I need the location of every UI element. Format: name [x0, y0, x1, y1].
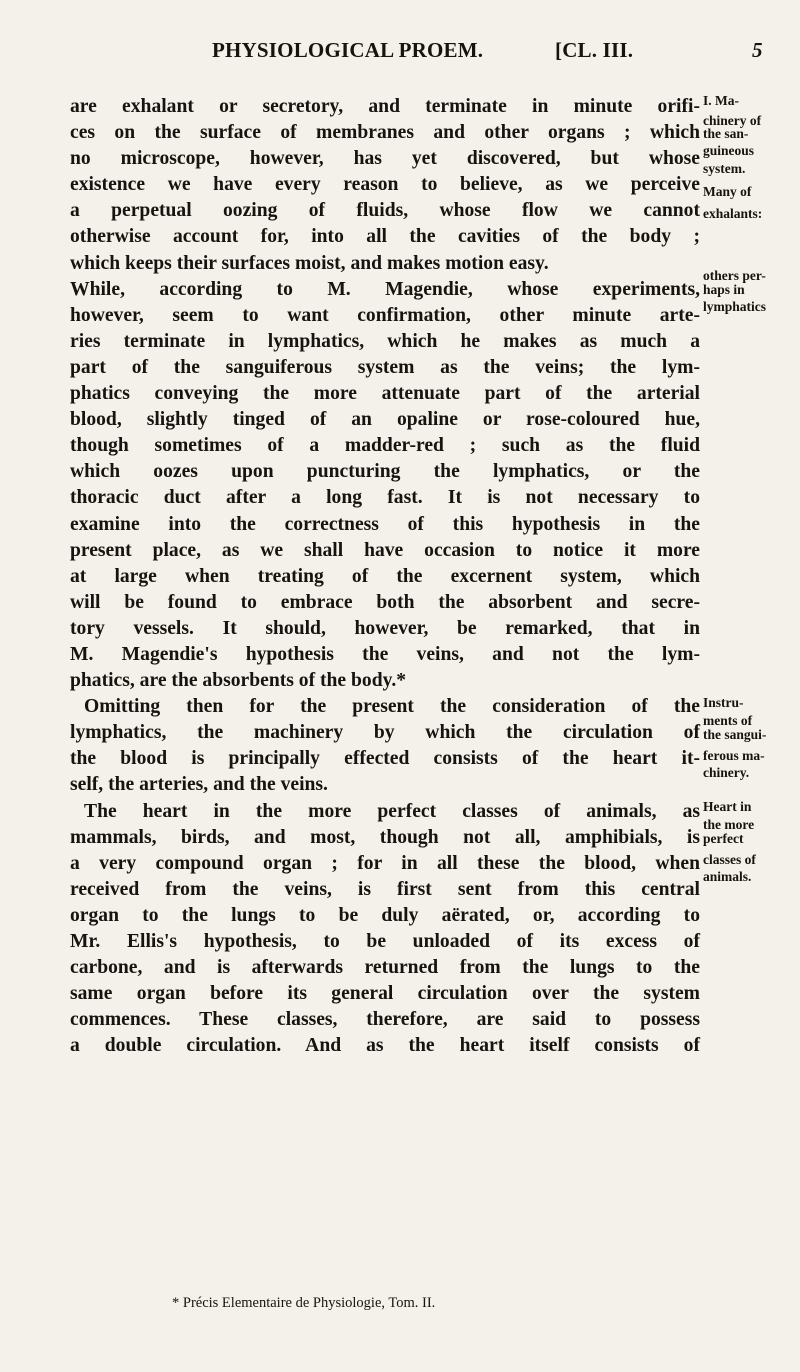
margin-note: I. Ma-: [703, 93, 739, 108]
margin-note: lymphatics: [703, 299, 767, 314]
chapter-reference: [CL. III.: [555, 38, 634, 62]
body-line: organ to the lungs to be duly aërated, or, according to: [70, 904, 700, 926]
body-line: a double circulation. And as the heart itself consists of: [70, 1035, 700, 1057]
body-line: While, according to M. Magendie, whose experiments,: [70, 278, 700, 300]
body-line: blood, slightly tinged of an opaline or rose-coloured hue,: [70, 409, 700, 431]
body-line: which keeps their surfaces moist, and makes motion easy.: [70, 252, 549, 274]
running-title: PHYSIOLOGICAL PROEM.: [212, 38, 484, 62]
body-line: tory vessels. It should, however, be remarked, that in: [70, 617, 700, 639]
body-line: present place, as we shall have occasion to notice it more: [70, 539, 700, 561]
body-line: a very compound organ ; for in all these the blood, when: [70, 852, 700, 874]
margin-note: perfect: [703, 831, 744, 846]
margin-note: guineous: [703, 143, 755, 158]
body-line: commences. These classes, therefore, are said to possess: [70, 1009, 700, 1031]
body-line: a perpetual oozing of fluids, whose flow we cannot: [70, 200, 700, 222]
margin-note: ments of: [703, 713, 753, 728]
body-line: are exhalant or secretory, and terminate in minute orifi-: [70, 96, 700, 117]
body-line: no microscope, however, has yet discovered, but whose: [70, 148, 700, 170]
body-line: same organ before its general circulation over the system: [70, 983, 700, 1005]
margin-note: Instru-: [703, 695, 744, 710]
body-line: Omitting then for the present the consideration of the: [84, 696, 700, 718]
body-line: thoracic duct after a long fast. It is not necessary to: [70, 487, 700, 509]
body-line: phatics conveying the more attenuate part of the arterial: [70, 383, 700, 405]
body-line: will be found to embrace both the absorbent and secre-: [70, 591, 700, 613]
margin-note: chinery of: [703, 113, 762, 128]
margin-note: the sangui-: [703, 727, 767, 742]
body-line: however, seem to want confirmation, other minute arte-: [70, 304, 700, 326]
footnote: * Précis Elementaire de Physiologie, Tom. II.: [172, 1295, 436, 1311]
margin-note: Many of: [703, 184, 752, 199]
body-line: received from the veins, is first sent from this central: [70, 878, 700, 900]
page-header: [212, 38, 772, 68]
body-line: otherwise account for, into all the cavities of the body ;: [70, 226, 700, 248]
margin-note: others per-: [703, 268, 766, 283]
margin-note: the san-: [703, 126, 749, 141]
margin-note: ferous ma-: [703, 748, 765, 763]
body-line: ries terminate in lymphatics, which he makes as much a: [70, 330, 700, 352]
body-line: the blood is principally effected consists of the heart it-: [70, 748, 700, 770]
margin-note: Heart in: [703, 799, 752, 814]
margin-note: classes of: [703, 852, 756, 867]
body-line: The heart in the more perfect classes of animals, as: [84, 800, 700, 822]
margin-note: the more: [703, 817, 755, 832]
body-line: carbone, and is afterwards returned from the lungs to the: [70, 957, 700, 979]
body-line: existence we have every reason to believe, as we perceive: [70, 174, 700, 196]
body-line: though sometimes of a madder-red ; such as the fluid: [70, 435, 700, 457]
body-line: Mr. Ellis's hypothesis, to be unloaded of its excess of: [70, 931, 700, 952]
margin-note: haps in: [703, 282, 745, 297]
margin-note: animals.: [703, 869, 752, 884]
body-line: phatics, are the absorbents of the body.*: [70, 670, 407, 692]
margin-note: system.: [703, 161, 746, 176]
body-line: mammals, birds, and most, though not all, amphibials, is: [70, 826, 700, 848]
body-line: self, the arteries, and the veins.: [70, 774, 328, 796]
margin-note: exhalants:: [703, 206, 763, 221]
body-line: M. Magendie's hypothesis the veins, and not the lym-: [70, 643, 700, 665]
margin-note: chinery.: [703, 765, 750, 780]
body-line: at large when treating of the excernent system, which: [70, 565, 700, 587]
page-number: 5: [752, 38, 763, 62]
body-line: which oozes upon puncturing the lymphatics, or the: [70, 461, 700, 483]
body-line: examine into the correctness of this hypothesis in the: [70, 513, 700, 535]
body-line: part of the sanguiferous system as the veins; the lym-: [70, 356, 700, 378]
body-line: ces on the surface of membranes and other organs ; which: [70, 122, 700, 144]
body-text: [70, 94, 700, 1059]
body-line: lymphatics, the machinery by which the circulation of: [70, 722, 700, 744]
